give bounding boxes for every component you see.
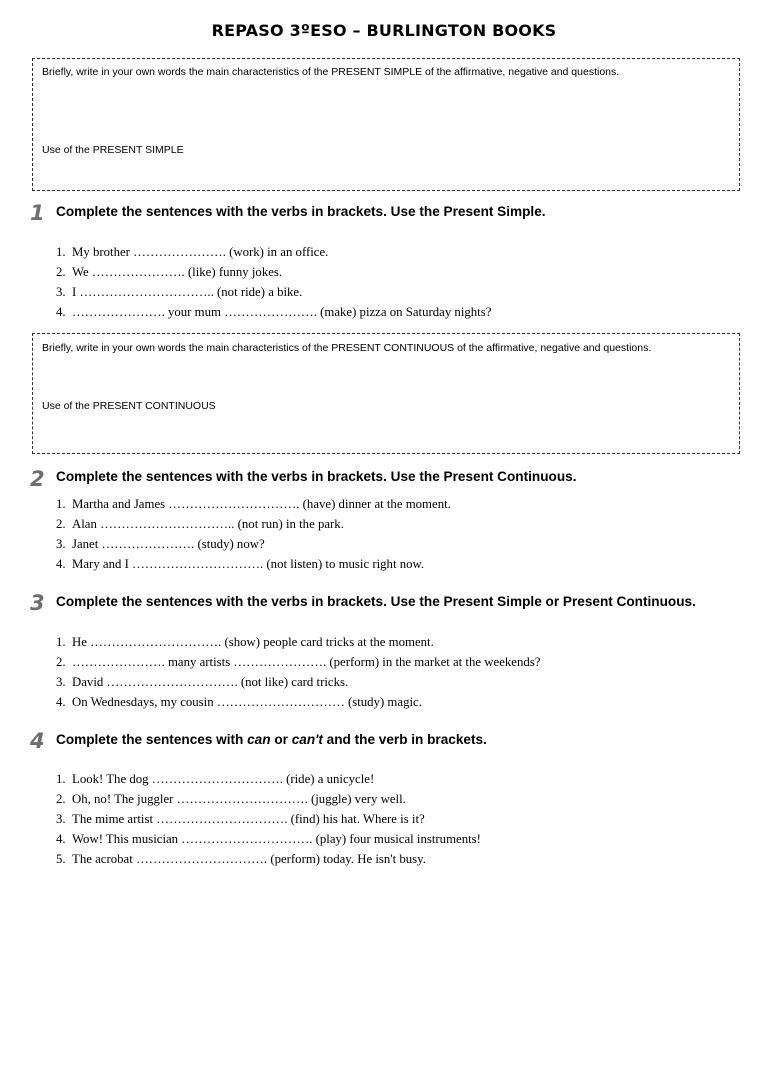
item-text: Wow! This musician …………………………. (play) four musical instruments!	[72, 832, 481, 846]
heading-can: can	[247, 732, 271, 747]
item-text: We …………………. (like) funny jokes.	[72, 265, 283, 279]
item-number: 3.	[56, 285, 66, 299]
item-number: 4.	[56, 557, 66, 571]
list-item	[56, 672, 540, 692]
present-continuous-notes-box[interactable]	[32, 333, 740, 454]
exercise-4-list	[56, 769, 481, 869]
item-text: The mime artist …………………………. (find) his hat. Where is it?	[72, 812, 425, 826]
exercise-2-heading: Complete the sentences with the verbs in brackets. Use the Present Continuous.	[56, 469, 577, 484]
item-number: 2.	[56, 792, 66, 806]
item-text: Alan ………………………….. (not run) in the park.	[72, 517, 344, 531]
exercise-1-number: 1	[30, 201, 45, 225]
heading-part: or	[270, 732, 292, 747]
item-text: Martha and James …………………………. (have) dinner at the moment.	[72, 497, 451, 511]
list-item	[56, 302, 491, 322]
item-text: My brother …………………. (work) in an office.	[72, 245, 329, 259]
item-text: I ………………………….. (not ride) a bike.	[72, 285, 303, 299]
list-item	[56, 262, 491, 282]
exercise-3-number: 3	[30, 591, 45, 615]
item-text: …………………. many artists …………………. (perform) in the market at the weekends?	[72, 655, 541, 669]
list-item	[56, 769, 481, 789]
item-number: 2.	[56, 517, 66, 531]
item-number: 3.	[56, 675, 66, 689]
list-item	[56, 809, 481, 829]
exercise-2-list	[56, 494, 451, 574]
exercise-3-heading: Complete the sentences with the verbs in brackets. Use the Present Simple or Present Continuous.	[56, 594, 696, 609]
exercise-4-number: 4	[30, 729, 45, 753]
item-number: 3.	[56, 537, 66, 551]
list-item	[56, 242, 491, 262]
present-simple-notes-box[interactable]	[32, 58, 740, 191]
item-text: On Wednesdays, my cousin ………………………… (study) magic.	[72, 695, 422, 709]
item-number: 2.	[56, 265, 66, 279]
list-item	[56, 692, 540, 712]
list-item	[56, 849, 481, 869]
item-text: He …………………………. (show) people card tricks at the moment.	[72, 635, 434, 649]
list-item	[56, 534, 451, 554]
item-number: 1.	[56, 497, 66, 511]
list-item	[56, 514, 451, 534]
exercise-4-heading	[56, 732, 487, 747]
exercise-2-number: 2	[30, 467, 45, 491]
item-text: Janet …………………. (study) now?	[72, 537, 265, 551]
exercise-1-list	[56, 242, 491, 322]
present-simple-use-label: Use of the PRESENT SIMPLE	[42, 144, 184, 156]
exercise-3-list	[56, 632, 540, 712]
item-number: 5.	[56, 852, 66, 866]
item-text: Mary and I …………………………. (not listen) to music right now.	[72, 557, 425, 571]
item-number: 4.	[56, 832, 66, 846]
item-text: The acrobat …………………………. (perform) today. He isn't busy.	[72, 852, 426, 866]
present-continuous-instruction: Briefly, write in your own words the main characteristics of the PRESENT CONTINUOUS of the affirmative, negative and questions.	[42, 342, 652, 354]
item-text: Look! The dog …………………………. (ride) a unicycle!	[72, 772, 375, 786]
exercise-1-heading: Complete the sentences with the verbs in brackets. Use the Present Simple.	[56, 204, 546, 219]
item-number: 4.	[56, 305, 66, 319]
item-number: 4.	[56, 695, 66, 709]
item-number: 1.	[56, 245, 66, 259]
heading-part: and the verb in brackets.	[322, 732, 487, 747]
list-item	[56, 282, 491, 302]
list-item	[56, 789, 481, 809]
present-continuous-use-label: Use of the PRESENT CONTINUOUS	[42, 400, 216, 412]
present-simple-instruction: Briefly, write in your own words the main characteristics of the PRESENT SIMPLE of the affirmative, negative and questions.	[42, 66, 620, 78]
item-number: 2.	[56, 655, 66, 669]
item-number: 1.	[56, 772, 66, 786]
heading-cant: can't	[291, 732, 323, 747]
page-title: REPASO 3ºESO – BURLINGTON BOOKS	[211, 21, 557, 40]
item-text: David …………………………. (not like) card tricks.	[72, 675, 349, 689]
list-item	[56, 632, 540, 652]
item-number: 3.	[56, 812, 66, 826]
item-text: Oh, no! The juggler …………………………. (juggle) very well.	[72, 792, 406, 806]
heading-part: Complete the sentences with	[56, 732, 248, 747]
list-item	[56, 829, 481, 849]
list-item	[56, 652, 540, 672]
item-number: 1.	[56, 635, 66, 649]
list-item	[56, 494, 451, 514]
list-item	[56, 554, 451, 574]
item-text: …………………. your mum …………………. (make) pizza on Saturday nights?	[72, 305, 492, 319]
